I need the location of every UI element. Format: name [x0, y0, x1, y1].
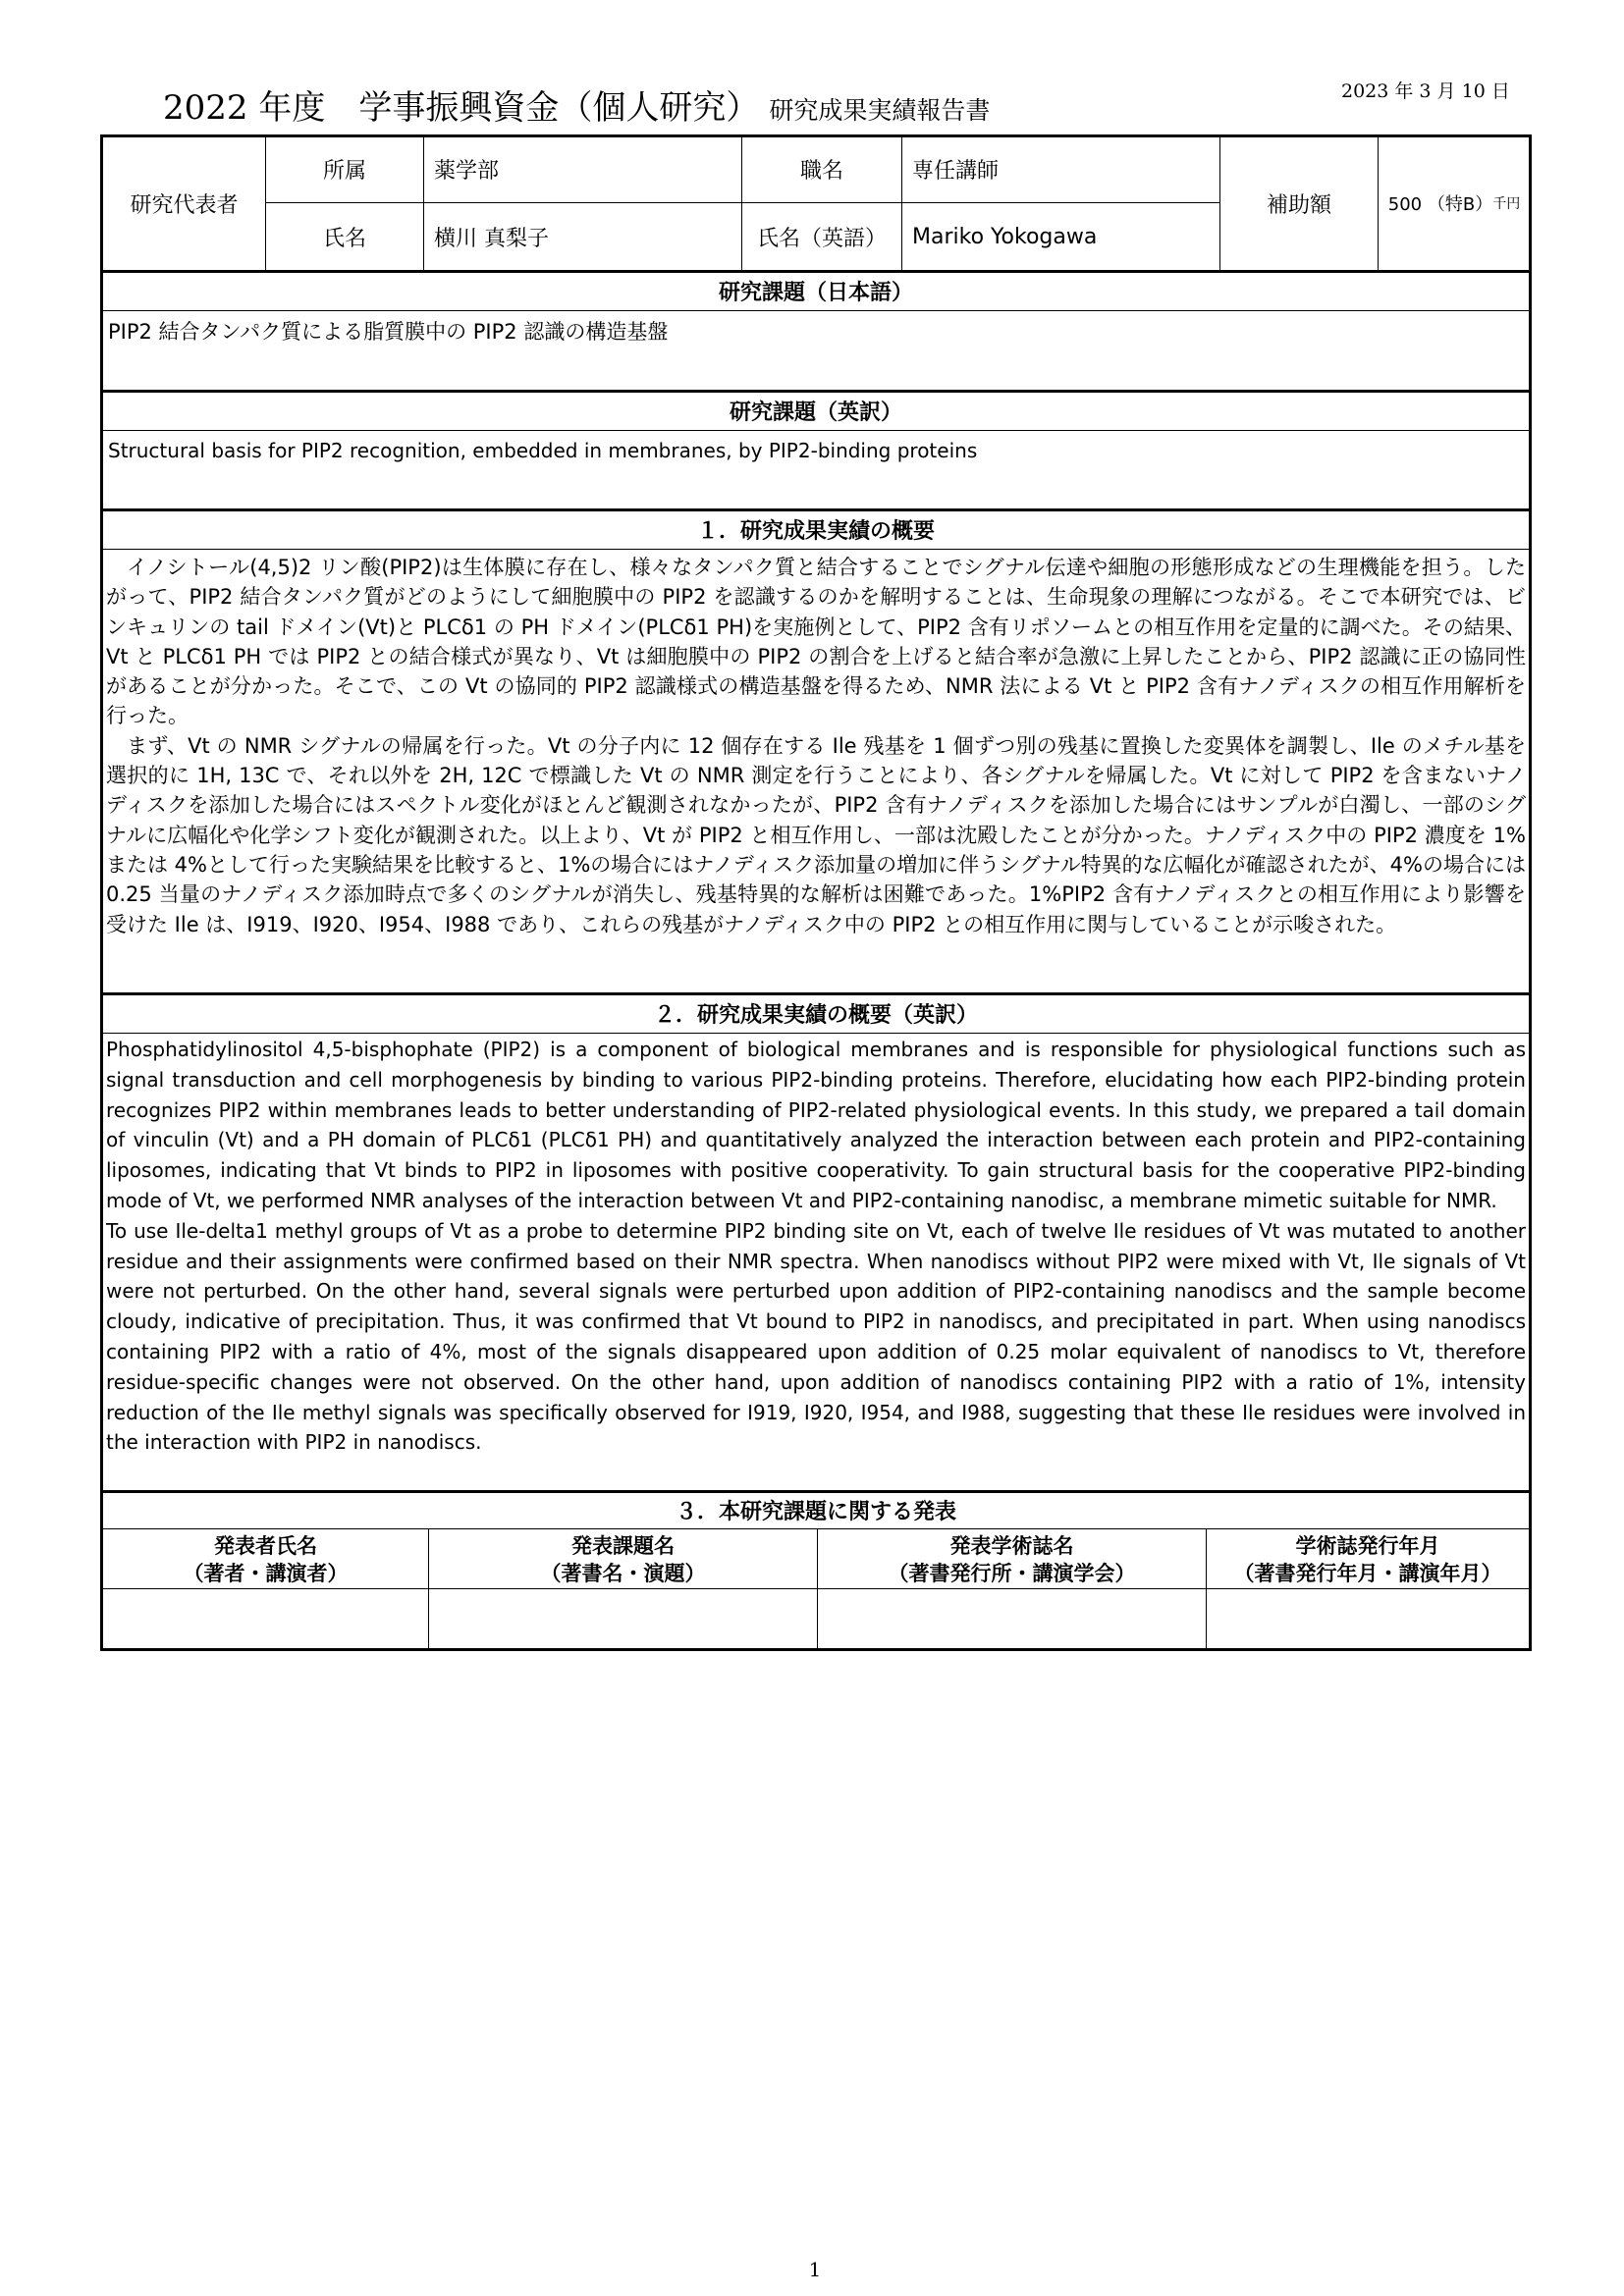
- pres-col-author-line1: 発表者氏名: [214, 1533, 317, 1558]
- pres-col-title-line2: （著書名・演題）: [540, 1561, 706, 1585]
- summary-jp-para2: まず、Vt の NMR シグナルの帰属を行った。Vt の分子内に 12 個存在する Ile 残基を 1 個ずつ別の残基に置換した変異体を調製し、Ile のメチル基を選択的に 1H, 13C で、それ以外を 2H, 12C で標識した Vt の NMR 測定を行うことにより、各シグナルを帰属した。Vt に対して PIP2 を含まないナノディスクを添加した場合にはスペクトル変化がほとんど観測されなかったが、PIP2 含有ナノディスクを添加した場合にはサンプルが白濁し、一部のシグナルに広幅化や化学シフト変化が観測された。以上より、Vt が PIP2 と相互作用し、一部は沈殿したことが分かった。ナノディスク中の PIP2 濃度を 1%または 4%として行った実験結果を比較すると、1%の場合にはナノディスク添加量の増加に伴うシグナル特異的な広幅化が確認されたが、4%の場合には 0.25 当量のナノディスク添加時点で多くのシグナルが消失し、残基特異的な解析は困難であった。1%PIP2 含有ナノディスクとの相互作用により影響を受けた Ile は、I919、I920、I954、I988 であり、これらの残基がナノディスク中の PIP2 との相互作用に関与していることが示唆された。: [106, 733, 1526, 936]
- pres-col-date-line1: 学術誌発行年月: [1295, 1533, 1440, 1558]
- name-value: 横川 真梨子: [434, 227, 549, 251]
- pres-cell-date: [1207, 1590, 1529, 1649]
- divider: [100, 1033, 1532, 1034]
- pres-col-title-line1: 発表課題名: [571, 1533, 675, 1558]
- divider: [100, 430, 1532, 431]
- topic-en-text: Structural basis for PIP2 recognition, embedded in membranes, by PIP2-binding proteins: [108, 439, 978, 462]
- pres-cell-title: [429, 1590, 817, 1649]
- representative-label: 研究代表者: [130, 192, 239, 218]
- pres-col-journal-line1: 発表学術誌名: [949, 1533, 1074, 1558]
- pres-col-author-line2: （著者・講演者）: [183, 1561, 349, 1585]
- affiliation-label: 所属: [322, 158, 366, 184]
- pres-cell-journal: [818, 1590, 1206, 1649]
- topic-jp-heading: 研究課題（日本語）: [718, 280, 913, 305]
- report-date: 2023 年 3 月 10 日: [1341, 80, 1510, 102]
- presentations-heading: ３．本研究課題に関する発表: [675, 1499, 956, 1524]
- grant-unit: 千円: [1492, 196, 1521, 212]
- pres-col-author: [103, 1530, 428, 1588]
- topic-jp-text: PIP2 結合タンパク質による脂質膜中の PIP2 認識の構造基盤: [108, 320, 669, 344]
- pres-col-date-line2: （著書発行年月・講演年月）: [1233, 1561, 1502, 1585]
- title-sub: 研究成果実績報告書: [769, 96, 991, 125]
- summary-en-para2: To use Ile-delta1 methyl groups of Vt as a probe to determine PIP2 binding site on Vt, each of twelve Ile residues of Vt was mutated to another residue and their assignments were confirmed based on their NMR spectra. When nanodiscs without PIP2 were mixed with Vt, Ile signals of Vt were not perturbed. On the other hand, several signals were perturbed upon addition of PIP2-containing nanodiscs and the sample become cloudy, indicative of precipitation. Thus, it was confirmed that Vt bound to PIP2 in nanodiscs, and precipitated in part. When using nanodiscs containing PIP2 with a ratio of 4%, most of the signals disappeared upon addition of 0.25 molar equivalent of nanodiscs to Vt, therefore residue-specific changes were not observed. On the other hand, upon addition of nanodiscs containing PIP2 with a ratio of 1%, intensity reduction of the Ile methyl signals was specifically observed for I919, I920, I954, and I988, suggesting that these Ile residues were involved in the interaction with PIP2 in nanodiscs.: [106, 1218, 1526, 1455]
- pres-col-journal-line2: （著書発行所・講演学会）: [888, 1561, 1136, 1585]
- summary-en-heading: ２．研究成果実績の概要（英訳）: [653, 1002, 978, 1028]
- divider: [100, 549, 1532, 550]
- pres-cell-author: [103, 1590, 428, 1649]
- page-number: 1: [808, 2258, 822, 2281]
- name-en-value: Mariko Yokogawa: [912, 225, 1098, 249]
- pres-col-title: [429, 1530, 817, 1588]
- pres-col-journal: [818, 1530, 1206, 1588]
- title-main: 2022 年度 学事振興資金（個人研究）: [163, 88, 760, 128]
- position-value: 専任講師: [912, 158, 1000, 184]
- pres-header-divider: [100, 1588, 1532, 1589]
- pres-col-date: [1207, 1530, 1529, 1588]
- affiliation-value: 薬学部: [434, 158, 500, 184]
- document-title: [163, 80, 990, 129]
- name-en-label: 氏名（英語）: [756, 227, 887, 251]
- summary-en-para1: Phosphatidylinositol 4,5-bisphophate (PIP2) is a component of biological membranes and is responsible for physiological functions such as signal transduction and cell morphogenesis by binding to various PIP2-binding proteins. Therefore, elucidating how each PIP2-binding protein recognizes PIP2 within membranes leads to better understanding of PIP2-related physiological events. In this study, we prepared a tail domain of vinculin (Vt) and a PH domain of PLCδ1 (PLCδ1 PH) and quantitatively analyzed the interaction between each protein and PIP2-containing liposomes, indicating that Vt binds to PIP2 in liposomes with positive cooperativity. To gain structural basis for the cooperative PIP2-binding mode of Vt, we performed NMR analyses of the interaction between Vt and PIP2-containing nanodisc, a membrane mimetic suitable for NMR.: [106, 1038, 1526, 1212]
- grant-amount: [1379, 135, 1530, 271]
- summary-jp-body: [106, 553, 1526, 939]
- summary-jp-heading: １．研究成果実績の概要: [696, 518, 935, 544]
- name-label: 氏名: [322, 227, 366, 251]
- grant-label: 補助額: [1266, 192, 1331, 218]
- summary-en-body: [106, 1035, 1526, 1458]
- position-label: 職名: [799, 158, 843, 184]
- grant-value: 500 （特B）: [1387, 194, 1493, 215]
- divider: [100, 1528, 1532, 1529]
- topic-en-heading: 研究課題（英訳）: [729, 400, 902, 425]
- divider: [100, 310, 1532, 311]
- summary-jp-para1: イノシトール(4,5)2 リン酸(PIP2)は生体膜に存在し、様々なタンパク質と結合することでシグナル伝達や細胞の形態形成などの生理機能を担う。したがって、PIP2 結合タンパク質がどのようにして細胞膜中の PIP2 を認識するのかを解明することは、生命現象の理解につながる。そこで本研究では、ビンキュリンの tail ドメイン(Vt)と PLCδ1 の PH ドメイン(PLCδ1 PH)を実施例として、PIP2 含有リポソームとの相互作用を定量的に調べた。その結果、Vt と PLCδ1 PH では PIP2 との結合様式が異なり、Vt は細胞膜中の PIP2 の割合を上げると結合率が急激に上昇したことから、PIP2 認識に正の協同性があることが分かった。そこで、この Vt の協同的 PIP2 認識様式の構造基盤を得るため、NMR 法による Vt と PIP2 含有ナノディスクの相互作用解析を行った。: [106, 556, 1526, 728]
